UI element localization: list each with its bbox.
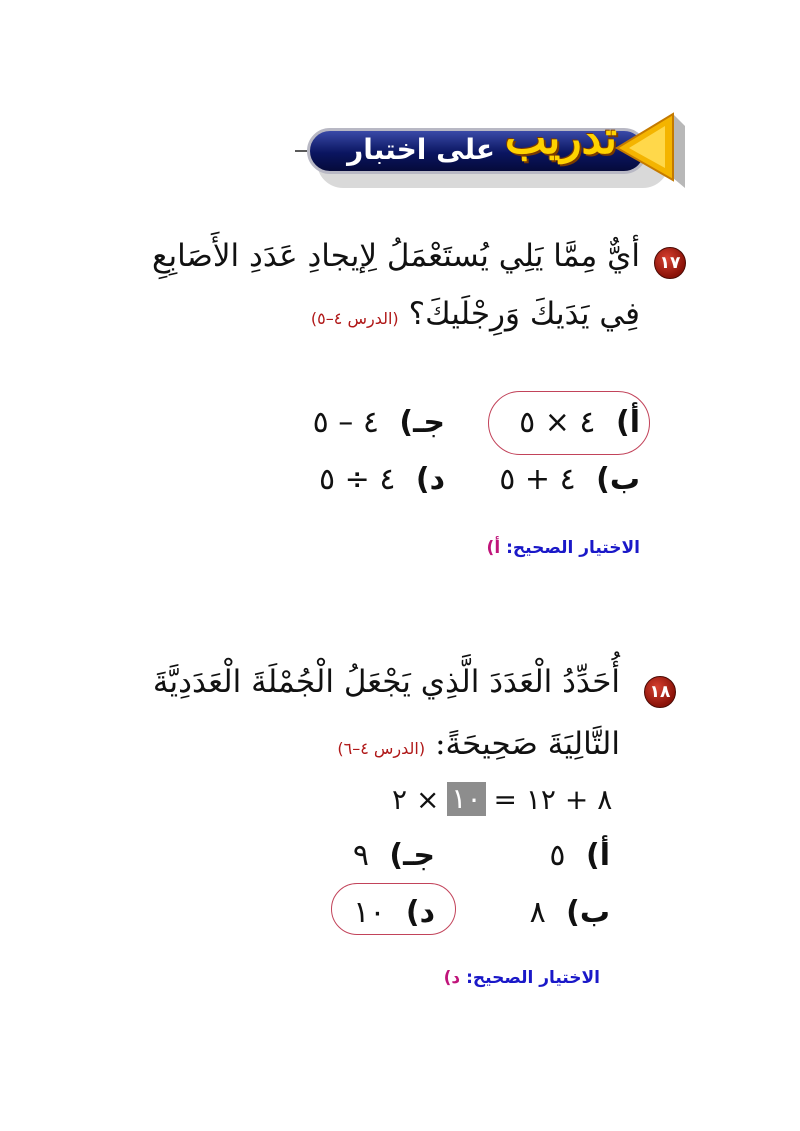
choice-value: ٥	[549, 838, 566, 873]
question-number-badge: ١٧	[654, 247, 686, 279]
question-17-line-2	[311, 296, 640, 332]
choice-d[interactable]	[319, 462, 445, 497]
arrow-icon	[615, 108, 685, 194]
question-17-line-1: أيٌّ مِمَّا يَلِي يُستَعْمَلُ لِإيجادِ عَدَدِ الأَصَابِعِ	[151, 238, 640, 274]
choice-label: د)	[405, 895, 435, 930]
choice-value: ٤ × ٥	[519, 405, 596, 440]
equation-highlighted-number: ١٠	[447, 782, 485, 816]
correct-answer-note	[444, 968, 600, 988]
answer-label: الاختيار الصحيح:	[466, 968, 600, 988]
choice-a[interactable]	[549, 838, 610, 873]
choice-label: جـ)	[399, 405, 445, 440]
choice-label: د)	[415, 462, 445, 497]
answer-value: أ)	[486, 538, 501, 558]
question-number-badge: ١٨	[644, 676, 676, 708]
choice-value: ٤ – ٥	[312, 405, 379, 440]
lesson-reference: (الدرس ٤–٦)	[337, 739, 426, 758]
choice-a[interactable]	[519, 405, 640, 440]
banner-title: تدريب	[504, 113, 617, 164]
choice-label: أ)	[586, 838, 610, 873]
choice-label: ب)	[596, 462, 640, 497]
question-17-text: فِي يَدَيكَ وَرِجْلَيكَ؟	[408, 296, 640, 332]
choice-label: ب)	[566, 895, 610, 930]
choice-value: ٨	[529, 895, 546, 930]
choice-c[interactable]	[353, 838, 435, 873]
equation-left: ٢ ×	[392, 782, 440, 816]
question-18-line-2	[337, 726, 620, 762]
choice-label: جـ)	[389, 838, 435, 873]
header-banner	[295, 108, 685, 198]
choice-value: ٩	[352, 838, 369, 873]
correct-answer-note	[487, 538, 640, 558]
answer-label: الاختيار الصحيح:	[506, 538, 640, 558]
choice-value: ٤ + ٥	[499, 462, 576, 497]
lesson-reference: (الدرس ٤–٥)	[310, 309, 399, 328]
question-18-text: التَّالِيَةَ صَحِيحَةً:	[435, 726, 620, 762]
equation-right: = ٨ + ١٢	[493, 782, 613, 816]
question-18-line-1: أُحَدِّدُ الْعَدَدَ الَّذِي يَجْعَلُ الْجُمْلَةَ الْعَدَدِيَّةَ	[152, 664, 620, 700]
number-sentence	[392, 782, 612, 816]
choice-label: أ)	[616, 405, 640, 440]
choice-value: ١٠	[353, 895, 386, 930]
choice-d[interactable]	[353, 895, 435, 930]
choice-b[interactable]	[499, 462, 640, 497]
answer-value: د)	[443, 968, 461, 988]
choice-b[interactable]	[530, 895, 610, 930]
choice-c[interactable]	[313, 405, 445, 440]
choice-value: ٤ ÷ ٥	[318, 462, 396, 497]
banner-subtitle: على اختبار	[347, 133, 495, 166]
